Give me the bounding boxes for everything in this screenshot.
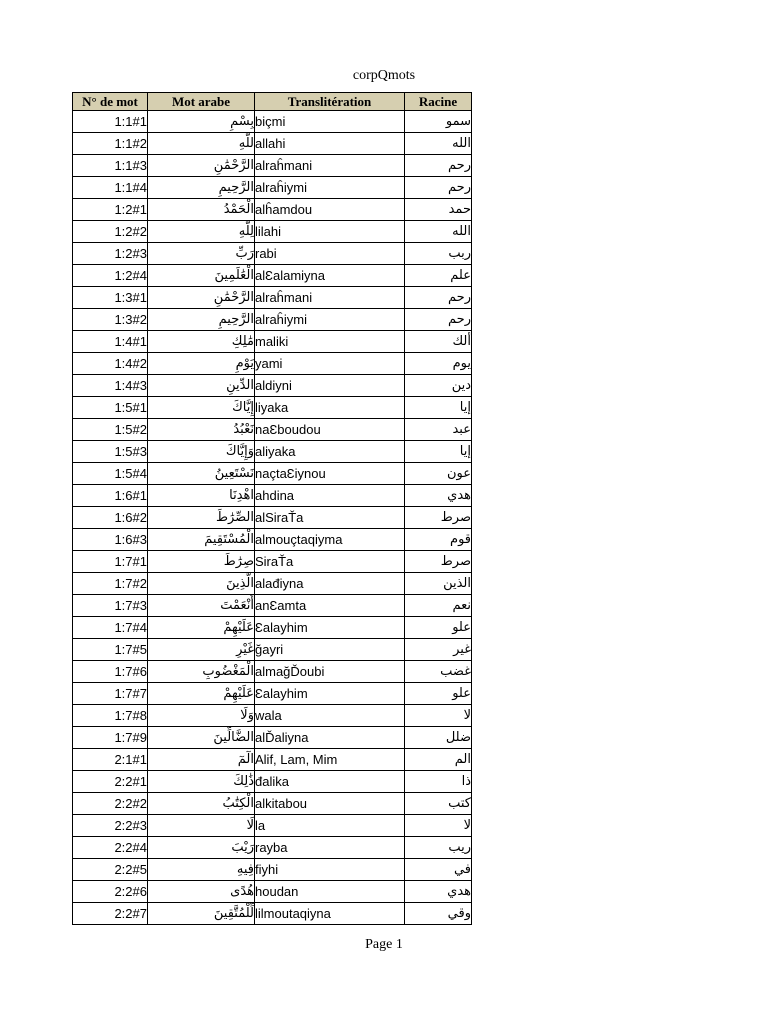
arabic-word-cell: الرَّحِيمِ <box>148 177 255 199</box>
arabic-word-cell: رَبِّ <box>148 243 255 265</box>
root-cell: رحم <box>405 309 472 331</box>
word-number-cell: 1:7#3 <box>73 595 148 617</box>
word-number-cell: 1:6#3 <box>73 529 148 551</box>
arabic-word-cell: وَإِيَّاكَ <box>148 441 255 463</box>
word-number-cell: 1:2#4 <box>73 265 148 287</box>
transliteration-cell: naƐboudou <box>255 419 405 441</box>
transliteration-cell: almouçtaqiyma <box>255 529 405 551</box>
arabic-word-cell: هُدًى <box>148 881 255 903</box>
transliteration-cell: alƐalamiyna <box>255 265 405 287</box>
table-row <box>73 859 472 881</box>
column-header-transliteration: Translitération <box>255 93 405 111</box>
word-number-cell: 1:2#2 <box>73 221 148 243</box>
word-number-cell: 1:5#3 <box>73 441 148 463</box>
arabic-word-cell: الرَّحْمَٰنِ <box>148 155 255 177</box>
arabic-word-cell: الْكِتَٰبُ <box>148 793 255 815</box>
table-row <box>73 617 472 639</box>
table-row <box>73 243 472 265</box>
word-number-cell: 2:1#1 <box>73 749 148 771</box>
root-cell: ربب <box>405 243 472 265</box>
root-cell: صرط <box>405 507 472 529</box>
table-row <box>73 155 472 177</box>
word-number-cell: 1:3#1 <box>73 287 148 309</box>
word-number-cell: 1:6#1 <box>73 485 148 507</box>
word-number-cell: 1:2#1 <box>73 199 148 221</box>
arabic-word-cell: الضَّالِّينَ <box>148 727 255 749</box>
transliteration-cell: alraĥmani <box>255 287 405 309</box>
table-row <box>73 397 472 419</box>
word-table <box>72 92 472 925</box>
transliteration-cell: alraĥiymi <box>255 309 405 331</box>
table-row <box>73 529 472 551</box>
arabic-word-cell: الصِّرَٰطَ <box>148 507 255 529</box>
table-row <box>73 419 472 441</box>
transliteration-cell: almağĎoubi <box>255 661 405 683</box>
arabic-word-cell: عَلَيْهِمْ <box>148 617 255 639</box>
table-row <box>73 683 472 705</box>
table-row <box>73 441 472 463</box>
arabic-word-cell: لَا <box>148 815 255 837</box>
transliteration-cell: Ɛalayhim <box>255 617 405 639</box>
root-cell: علو <box>405 683 472 705</box>
root-cell: ألك <box>405 331 472 353</box>
transliteration-cell: SiraŤa <box>255 551 405 573</box>
transliteration-cell: alSiraŤa <box>255 507 405 529</box>
root-cell: في <box>405 859 472 881</box>
arabic-word-cell: يَوْمِ <box>148 353 255 375</box>
transliteration-cell: ğayri <box>255 639 405 661</box>
arabic-word-cell: صِرَٰطَ <box>148 551 255 573</box>
word-number-cell: 1:5#4 <box>73 463 148 485</box>
table-row <box>73 111 472 133</box>
transliteration-cell: naçtaƐiynou <box>255 463 405 485</box>
arabic-word-cell: للَّهِ <box>148 133 255 155</box>
root-cell: صرط <box>405 551 472 573</box>
arabic-word-cell: الْمُسْتَقِيمَ <box>148 529 255 551</box>
table-row <box>73 639 472 661</box>
word-number-cell: 1:7#9 <box>73 727 148 749</box>
word-number-cell: 1:4#2 <box>73 353 148 375</box>
transliteration-cell: alađiyna <box>255 573 405 595</box>
word-number-cell: 1:7#7 <box>73 683 148 705</box>
arabic-word-cell: أَنْعَمْتَ <box>148 595 255 617</box>
table-row <box>73 837 472 859</box>
root-cell: هدي <box>405 881 472 903</box>
arabic-word-cell: نَعْبُدُ <box>148 419 255 441</box>
transliteration-cell: lilmoutaqiyna <box>255 903 405 925</box>
root-cell: سمو <box>405 111 472 133</box>
page-title: corpQmots <box>352 68 416 83</box>
root-cell: هدي <box>405 485 472 507</box>
word-number-cell: 1:5#2 <box>73 419 148 441</box>
arabic-word-cell: الٓمٓ <box>148 749 255 771</box>
transliteration-cell: alraĥiymi <box>255 177 405 199</box>
table-row <box>73 375 472 397</box>
root-cell: حمد <box>405 199 472 221</box>
root-cell: وقي <box>405 903 472 925</box>
arabic-word-cell: الْعَٰلَمِينَ <box>148 265 255 287</box>
word-number-cell: 1:7#6 <box>73 661 148 683</box>
transliteration-cell: rabi <box>255 243 405 265</box>
root-cell: الله <box>405 133 472 155</box>
root-cell: دين <box>405 375 472 397</box>
word-number-cell: 1:6#2 <box>73 507 148 529</box>
root-cell: ذا <box>405 771 472 793</box>
root-cell: الذين <box>405 573 472 595</box>
word-number-cell: 1:1#3 <box>73 155 148 177</box>
table-row <box>73 331 472 353</box>
table-row <box>73 507 472 529</box>
table-row <box>73 133 472 155</box>
arabic-word-cell: الَّذِينَ <box>148 573 255 595</box>
column-header-word-number: N° de mot <box>73 93 148 111</box>
root-cell: يوم <box>405 353 472 375</box>
transliteration-cell: Ɛalayhim <box>255 683 405 705</box>
transliteration-cell: alĥamdou <box>255 199 405 221</box>
word-number-cell: 1:3#2 <box>73 309 148 331</box>
root-cell: غضب <box>405 661 472 683</box>
root-cell: ضلل <box>405 727 472 749</box>
table-row <box>73 573 472 595</box>
arabic-word-cell: الْحَمْدُ <box>148 199 255 221</box>
root-cell: علو <box>405 617 472 639</box>
table-row <box>73 881 472 903</box>
transliteration-cell: anƐamta <box>255 595 405 617</box>
arabic-word-cell: عَلَيْهِمْ <box>148 683 255 705</box>
root-cell: لا <box>405 815 472 837</box>
word-number-cell: 1:5#1 <box>73 397 148 419</box>
transliteration-cell: allahi <box>255 133 405 155</box>
transliteration-cell: wala <box>255 705 405 727</box>
word-number-cell: 1:4#3 <box>73 375 148 397</box>
word-number-cell: 2:2#3 <box>73 815 148 837</box>
table-row <box>73 771 472 793</box>
arabic-word-cell: الدِّينِ <box>148 375 255 397</box>
transliteration-cell: lilahi <box>255 221 405 243</box>
arabic-word-cell: نَسْتَعِينُ <box>148 463 255 485</box>
arabic-word-cell: فِيهِ <box>148 859 255 881</box>
root-cell: لا <box>405 705 472 727</box>
root-cell: غير <box>405 639 472 661</box>
transliteration-cell: Alif, Lam, Mim <box>255 749 405 771</box>
root-cell: رحم <box>405 177 472 199</box>
table-row <box>73 661 472 683</box>
word-number-cell: 1:1#2 <box>73 133 148 155</box>
transliteration-cell: fiyhi <box>255 859 405 881</box>
root-cell: عبد <box>405 419 472 441</box>
arabic-word-cell: الْمَغْضُوبِ <box>148 661 255 683</box>
word-number-cell: 1:7#2 <box>73 573 148 595</box>
table-row <box>73 309 472 331</box>
root-cell: رحم <box>405 155 472 177</box>
table-row <box>73 485 472 507</box>
arabic-word-cell: بِسْمِ <box>148 111 255 133</box>
table-row <box>73 903 472 925</box>
table-body <box>73 111 472 925</box>
transliteration-cell: ahdina <box>255 485 405 507</box>
table-row <box>73 749 472 771</box>
arabic-word-cell: رَيْبَ <box>148 837 255 859</box>
arabic-word-cell: مَٰلِكِ <box>148 331 255 353</box>
root-cell: إيا <box>405 397 472 419</box>
table-row <box>73 551 472 573</box>
table-row <box>73 815 472 837</box>
root-cell: ريب <box>405 837 472 859</box>
table-row <box>73 705 472 727</box>
word-number-cell: 1:7#1 <box>73 551 148 573</box>
arabic-word-cell: لِلَّهِ <box>148 221 255 243</box>
column-header-arabic-word: Mot arabe <box>148 93 255 111</box>
table-row <box>73 727 472 749</box>
arabic-word-cell: وَلَا <box>148 705 255 727</box>
word-number-cell: 1:7#5 <box>73 639 148 661</box>
word-number-cell: 1:1#1 <box>73 111 148 133</box>
transliteration-cell: alraĥmani <box>255 155 405 177</box>
root-cell: نعم <box>405 595 472 617</box>
transliteration-cell: rayba <box>255 837 405 859</box>
arabic-word-cell: إِيَّاكَ <box>148 397 255 419</box>
arabic-word-cell: اهْدِنَا <box>148 485 255 507</box>
root-cell: عون <box>405 463 472 485</box>
table-row <box>73 199 472 221</box>
word-number-cell: 2:2#7 <box>73 903 148 925</box>
root-cell: كتب <box>405 793 472 815</box>
table-row <box>73 287 472 309</box>
word-number-cell: 1:2#3 <box>73 243 148 265</box>
table-row <box>73 221 472 243</box>
transliteration-cell: maliki <box>255 331 405 353</box>
root-cell: علم <box>405 265 472 287</box>
word-number-cell: 2:2#5 <box>73 859 148 881</box>
transliteration-cell: biçmi <box>255 111 405 133</box>
transliteration-cell: alkitabou <box>255 793 405 815</box>
root-cell: رحم <box>405 287 472 309</box>
table-row <box>73 265 472 287</box>
transliteration-cell: aldiyni <box>255 375 405 397</box>
transliteration-cell: yami <box>255 353 405 375</box>
header-row <box>73 93 472 111</box>
word-number-cell: 1:1#4 <box>73 177 148 199</box>
root-cell: الله <box>405 221 472 243</box>
word-number-cell: 2:2#1 <box>73 771 148 793</box>
arabic-word-cell: الرَّحْمَٰنِ <box>148 287 255 309</box>
transliteration-cell: đalika <box>255 771 405 793</box>
table-row <box>73 353 472 375</box>
table-row <box>73 595 472 617</box>
column-header-root: Racine <box>405 93 472 111</box>
word-number-cell: 2:2#6 <box>73 881 148 903</box>
arabic-word-cell: غَيْرِ <box>148 639 255 661</box>
word-number-cell: 2:2#2 <box>73 793 148 815</box>
word-number-cell: 1:7#8 <box>73 705 148 727</box>
arabic-word-cell: ذَٰلِكَ <box>148 771 255 793</box>
transliteration-cell: houdan <box>255 881 405 903</box>
root-cell: قوم <box>405 529 472 551</box>
arabic-word-cell: لِّلْمُتَّقِينَ <box>148 903 255 925</box>
root-cell: الم <box>405 749 472 771</box>
word-number-cell: 1:4#1 <box>73 331 148 353</box>
transliteration-cell: la <box>255 815 405 837</box>
table-row <box>73 463 472 485</box>
word-number-cell: 1:7#4 <box>73 617 148 639</box>
transliteration-cell: liyaka <box>255 397 405 419</box>
transliteration-cell: alĎaliyna <box>255 727 405 749</box>
root-cell: إيا <box>405 441 472 463</box>
arabic-word-cell: الرَّحِيمِ <box>148 309 255 331</box>
word-number-cell: 2:2#4 <box>73 837 148 859</box>
table-row <box>73 177 472 199</box>
table-row <box>73 793 472 815</box>
page-number: Page 1 <box>365 937 403 952</box>
transliteration-cell: aliyaka <box>255 441 405 463</box>
